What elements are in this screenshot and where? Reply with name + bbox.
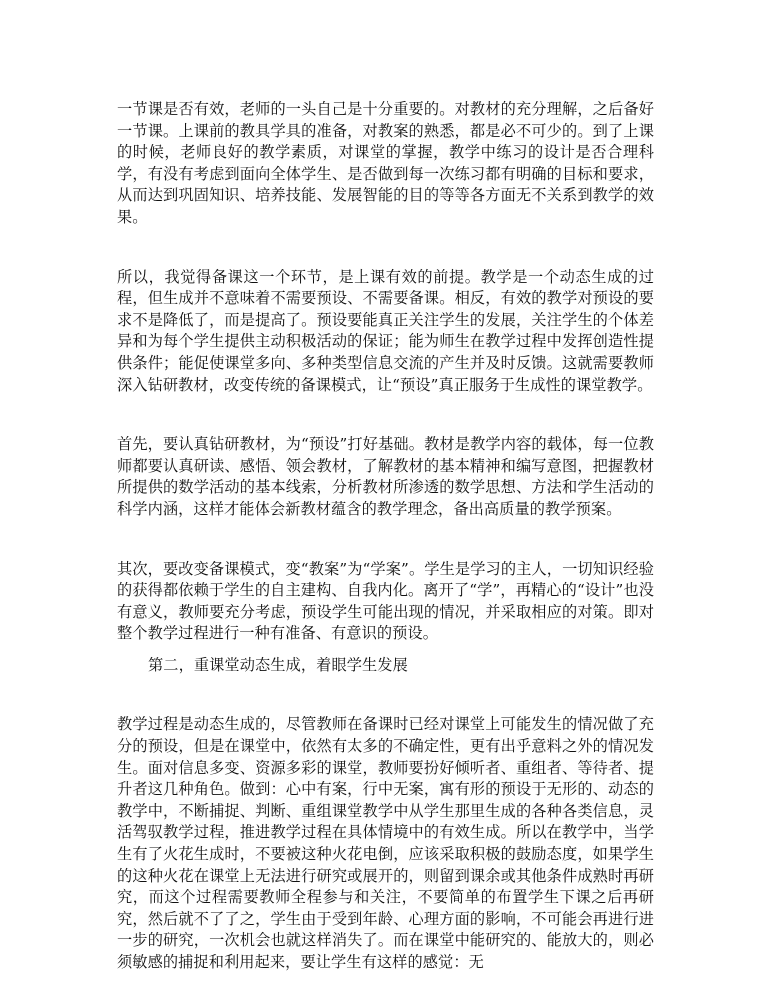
paragraph-gap <box>117 645 654 655</box>
paragraph-lesson-preparation: 所以，我觉得备课这一个环节，是上课有效的前提。教学是一个动态生成的过程，但生成并不意味着不需要预设、不需要备课。相反，有效的教学对预设的要求不是降低了，而是提高了。预设要能真正关注学生的发展，关注学生的个体差异和为每个学生提供主动积极活动的保证；能为师生在教学过程中发挥创造性提供条件；能促使课堂多向、多种类型信息交流的产生并及时反馈。这就需要教师深入钻研教材，改变传统的备课模式，让“预设”真正服务于生成性的课堂教学。 <box>117 267 654 394</box>
paragraph-gap <box>117 521 654 559</box>
paragraph-gap <box>117 396 654 434</box>
document-body <box>117 99 654 974</box>
paragraph-gap <box>117 676 654 714</box>
section-heading: 第二，重课堂动态生成，着眼学生发展 <box>148 655 408 674</box>
paragraph-dynamic-generation: 教学过程是动态生成的，尽管教师在备课时已经对课堂上可能发生的情况做了充分的预设，但是在课堂中，依然有太多的不确定性，更有出乎意料之外的情况发生。面对信息多变、资源多彩的课堂，教师要扮好倾听者、重组者、等待者、提升者这几种角色。做到：心中有案，行中无案，寓有形的预设于无形的、动态的教学中，不断捕捉、判断、重组课堂教学中从学生那里生成的各种各类信息，灵活驾驭教学过程，推进教学过程在具体情境中的有效生成。所以在教学中，当学生有了火花生成时，不要被这种火花电倒，应该采取积极的鼓励态度，如果学生的这种火花在课堂上无法进行研究或展开的，则留到课余或其他条件成熟时再研究，而这个过程需要教师全程参与和关注，不要简单的布置学生下课之后再研究，然后就不了了之，学生由于受到年龄、心理方面的影响，不可能会再进行进一步的研究，一次机会也就这样消失了。而在课堂中能研究的、能放大的，则必须敏感的捕捉和利用起来，要让学生有这样的感觉：无 <box>117 715 654 971</box>
paragraph-lesson-effectiveness: 一节课是否有效，老师的一头自己是十分重要的。对教材的充分理解，之后备好一节课。上课前的教具学具的准备，对教案的熟悉，都是必不可少的。到了上课的时候，老师良好的教学素质，对课堂的掌握，教学中练习的设计是否合理科学，有没有考虑到面向全体学生、是否做到每一次练习都有明确的目标和要求，从而达到巩固知识、培养技能、发展智能的目的等等各方面无不关系到教学的效果。 <box>117 100 654 226</box>
paragraph-change-lesson-plan: 其次，要改变备课模式，变“教案”为“学案”。学生是学习的主人，一切知识经验的获得都依赖于学生的自主建构、自我内化。离开了“学”，再精心的“设计”也没有意义，教师要充分考虑，预设学生可能出现的情况，并采取相应的对策。即对整个教学过程进行一种有准备、有意识的预设。 <box>117 559 654 643</box>
paragraph-study-textbook: 首先，要认真钻研教材，为“预设”打好基础。教材是教学内容的载体，每一位教师都要认真研读、感悟、领会教材，了解教材的基本精神和编写意图，把握教材所提供的数学活动的基本线索，分析教材所渗透的数学思想、方法和学生活动的科学内涵，这样才能体会新教材蕴含的教学理念，备出高质量的教学预案。 <box>117 435 654 518</box>
paragraph-gap <box>117 229 654 267</box>
